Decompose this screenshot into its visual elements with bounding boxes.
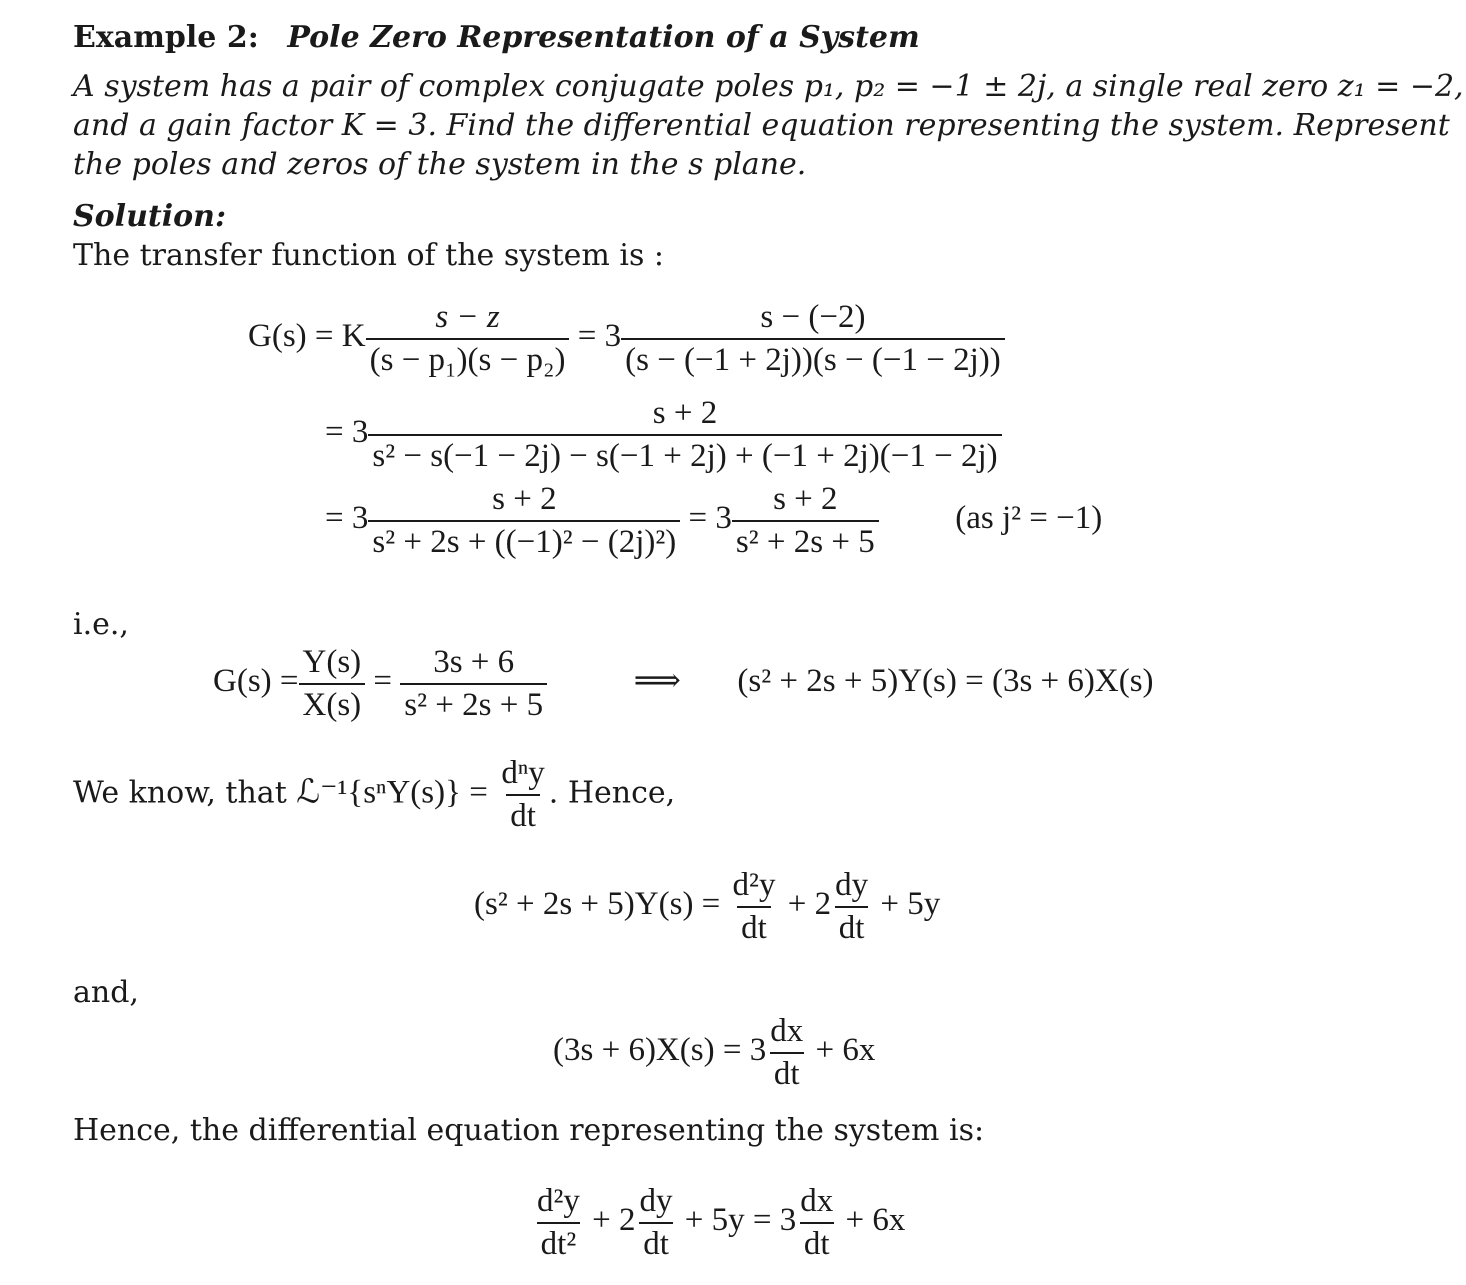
zero-expression: z₁ = −2 xyxy=(1337,69,1455,104)
j-squared-note: (as j² = −1) xyxy=(955,500,1103,537)
gain-expression: K = 3 xyxy=(341,108,428,143)
tf-fraction-1: $\frac{s - z}{\text{(s − p₁)(s − p₂)}}$ xyxy=(366,300,570,377)
x-fraction: $\frac{dx}{dt}$ xyxy=(770,1013,804,1092)
example-title xyxy=(73,18,920,57)
tf-fraction-2: $\frac{s - (-2)}{(s - (-1 + 2j))(s - (-1 - 2j))}$ xyxy=(621,300,1005,377)
tf-fraction-5: $\frac{s + 2}{\text{s² + 2s + 5}}$ xyxy=(732,482,879,559)
solution-intro: The transfer function of the system is : xyxy=(73,238,665,273)
x-equation: (3s + 6)X(s) = 3 $\frac{dx}{dt}$ + 6x xyxy=(553,1013,876,1092)
tf-equation-line-2: = 3 $\frac{s + 2}{\text{s² − s(−1 − 2j) − s(−1 + 2j) + (−1 + 2j)(−1 − 2j)}}$ xyxy=(325,396,1002,473)
problem-line-2: and a gain factor K = 3. Find the differential equation representing the system. Represent xyxy=(73,108,1450,143)
problem-line-3: the poles and zeros of the system in the s plane. xyxy=(73,147,807,182)
tf-equation-line-3: = 3 $\frac{s + 2}{\text{s² + 2s + ((−1)² − (2j)²)}}$ = 3 $\frac{s + 2}{\text{s² + 2s + 5}}$ (as j² = −1) xyxy=(325,481,1103,560)
tf-fraction-4: $\frac{s + 2}{\text{s² + 2s + ((−1)² − (2j)²)}}$ xyxy=(368,482,680,559)
tf-equation-line-1: G(s) = K $\frac{s - z}{\text{(s − p₁)(s − p₂)}}$ = 3 $\frac{s - (-2)}{(s - (-1 + 2j))(s - (-1 - 2j))}$ xyxy=(248,300,1005,377)
implies-arrow: ⟹ xyxy=(633,663,681,700)
ie-fraction-2: $\frac{3s + 6}{\text{s² + 2s + 5}}$ xyxy=(400,645,547,722)
final-differential-equation: $\frac{\text{d²y}}{\text{dt²}}$ + 2 $\frac{dy}{dt}$ + 5y = 3 $\frac{dx}{dt}$ + 6x xyxy=(533,1184,905,1261)
ie-label: i.e., xyxy=(73,607,129,642)
final-fraction-1: $\frac{\text{d²y}}{\text{dt²}}$ xyxy=(537,1183,580,1262)
y-equation: (s² + 2s + 5)Y(s) = $\frac{\text{d²y}}{dt}$ + 2 $\frac{dy}{dt}$ + 5y xyxy=(474,867,941,946)
ie-equation: G(s) = $\frac{Y(s)}{X(s)}$ = $\frac{3s + 6}{\text{s² + 2s + 5}}$ ⟹ (s² + 2s + 5)Y(s) = (3s + 6)X(s) xyxy=(213,644,1154,723)
laplace-fraction: $\frac{\text{dⁿy}}{dt}$ xyxy=(501,755,545,834)
final-fraction-3: $\frac{dx}{dt}$ xyxy=(800,1183,834,1262)
ie-rhs: (s² + 2s + 5)Y(s) = (3s + 6)X(s) xyxy=(737,663,1154,700)
problem-line-1: A system has a pair of complex conjugate poles p₁, p₂ = −1 ± 2j, a single real zero z₁ = −2, xyxy=(73,69,1464,104)
tf-fraction-3: $\frac{s + 2}{\text{s² − s(−1 − 2j) − s(−1 + 2j) + (−1 + 2j)(−1 − 2j)}}$ xyxy=(368,396,1001,473)
solution-heading: Solution: xyxy=(73,199,227,234)
ie-fraction-1: $\frac{Y(s)}{X(s)}$ xyxy=(299,645,366,722)
hence-statement: Hence, the differential equation representing the system is: xyxy=(73,1113,985,1148)
laplace-statement: We know, that ℒ⁻¹{sⁿY(s)} = $\frac{\text{dⁿy}}{dt}$ . Hence, xyxy=(73,755,676,834)
example-heading: Pole Zero Representation of a System xyxy=(287,20,920,55)
y-fraction-1: $\frac{\text{d²y}}{dt}$ xyxy=(732,867,776,946)
and-label: and, xyxy=(73,975,139,1010)
poles-expression: p₁, p₂ = −1 ± 2j xyxy=(803,69,1047,104)
example-label: Example 2: xyxy=(73,20,259,55)
y-fraction-2: $\frac{dy}{dt}$ xyxy=(835,867,869,946)
final-fraction-2: $\frac{dy}{dt}$ xyxy=(639,1183,673,1262)
